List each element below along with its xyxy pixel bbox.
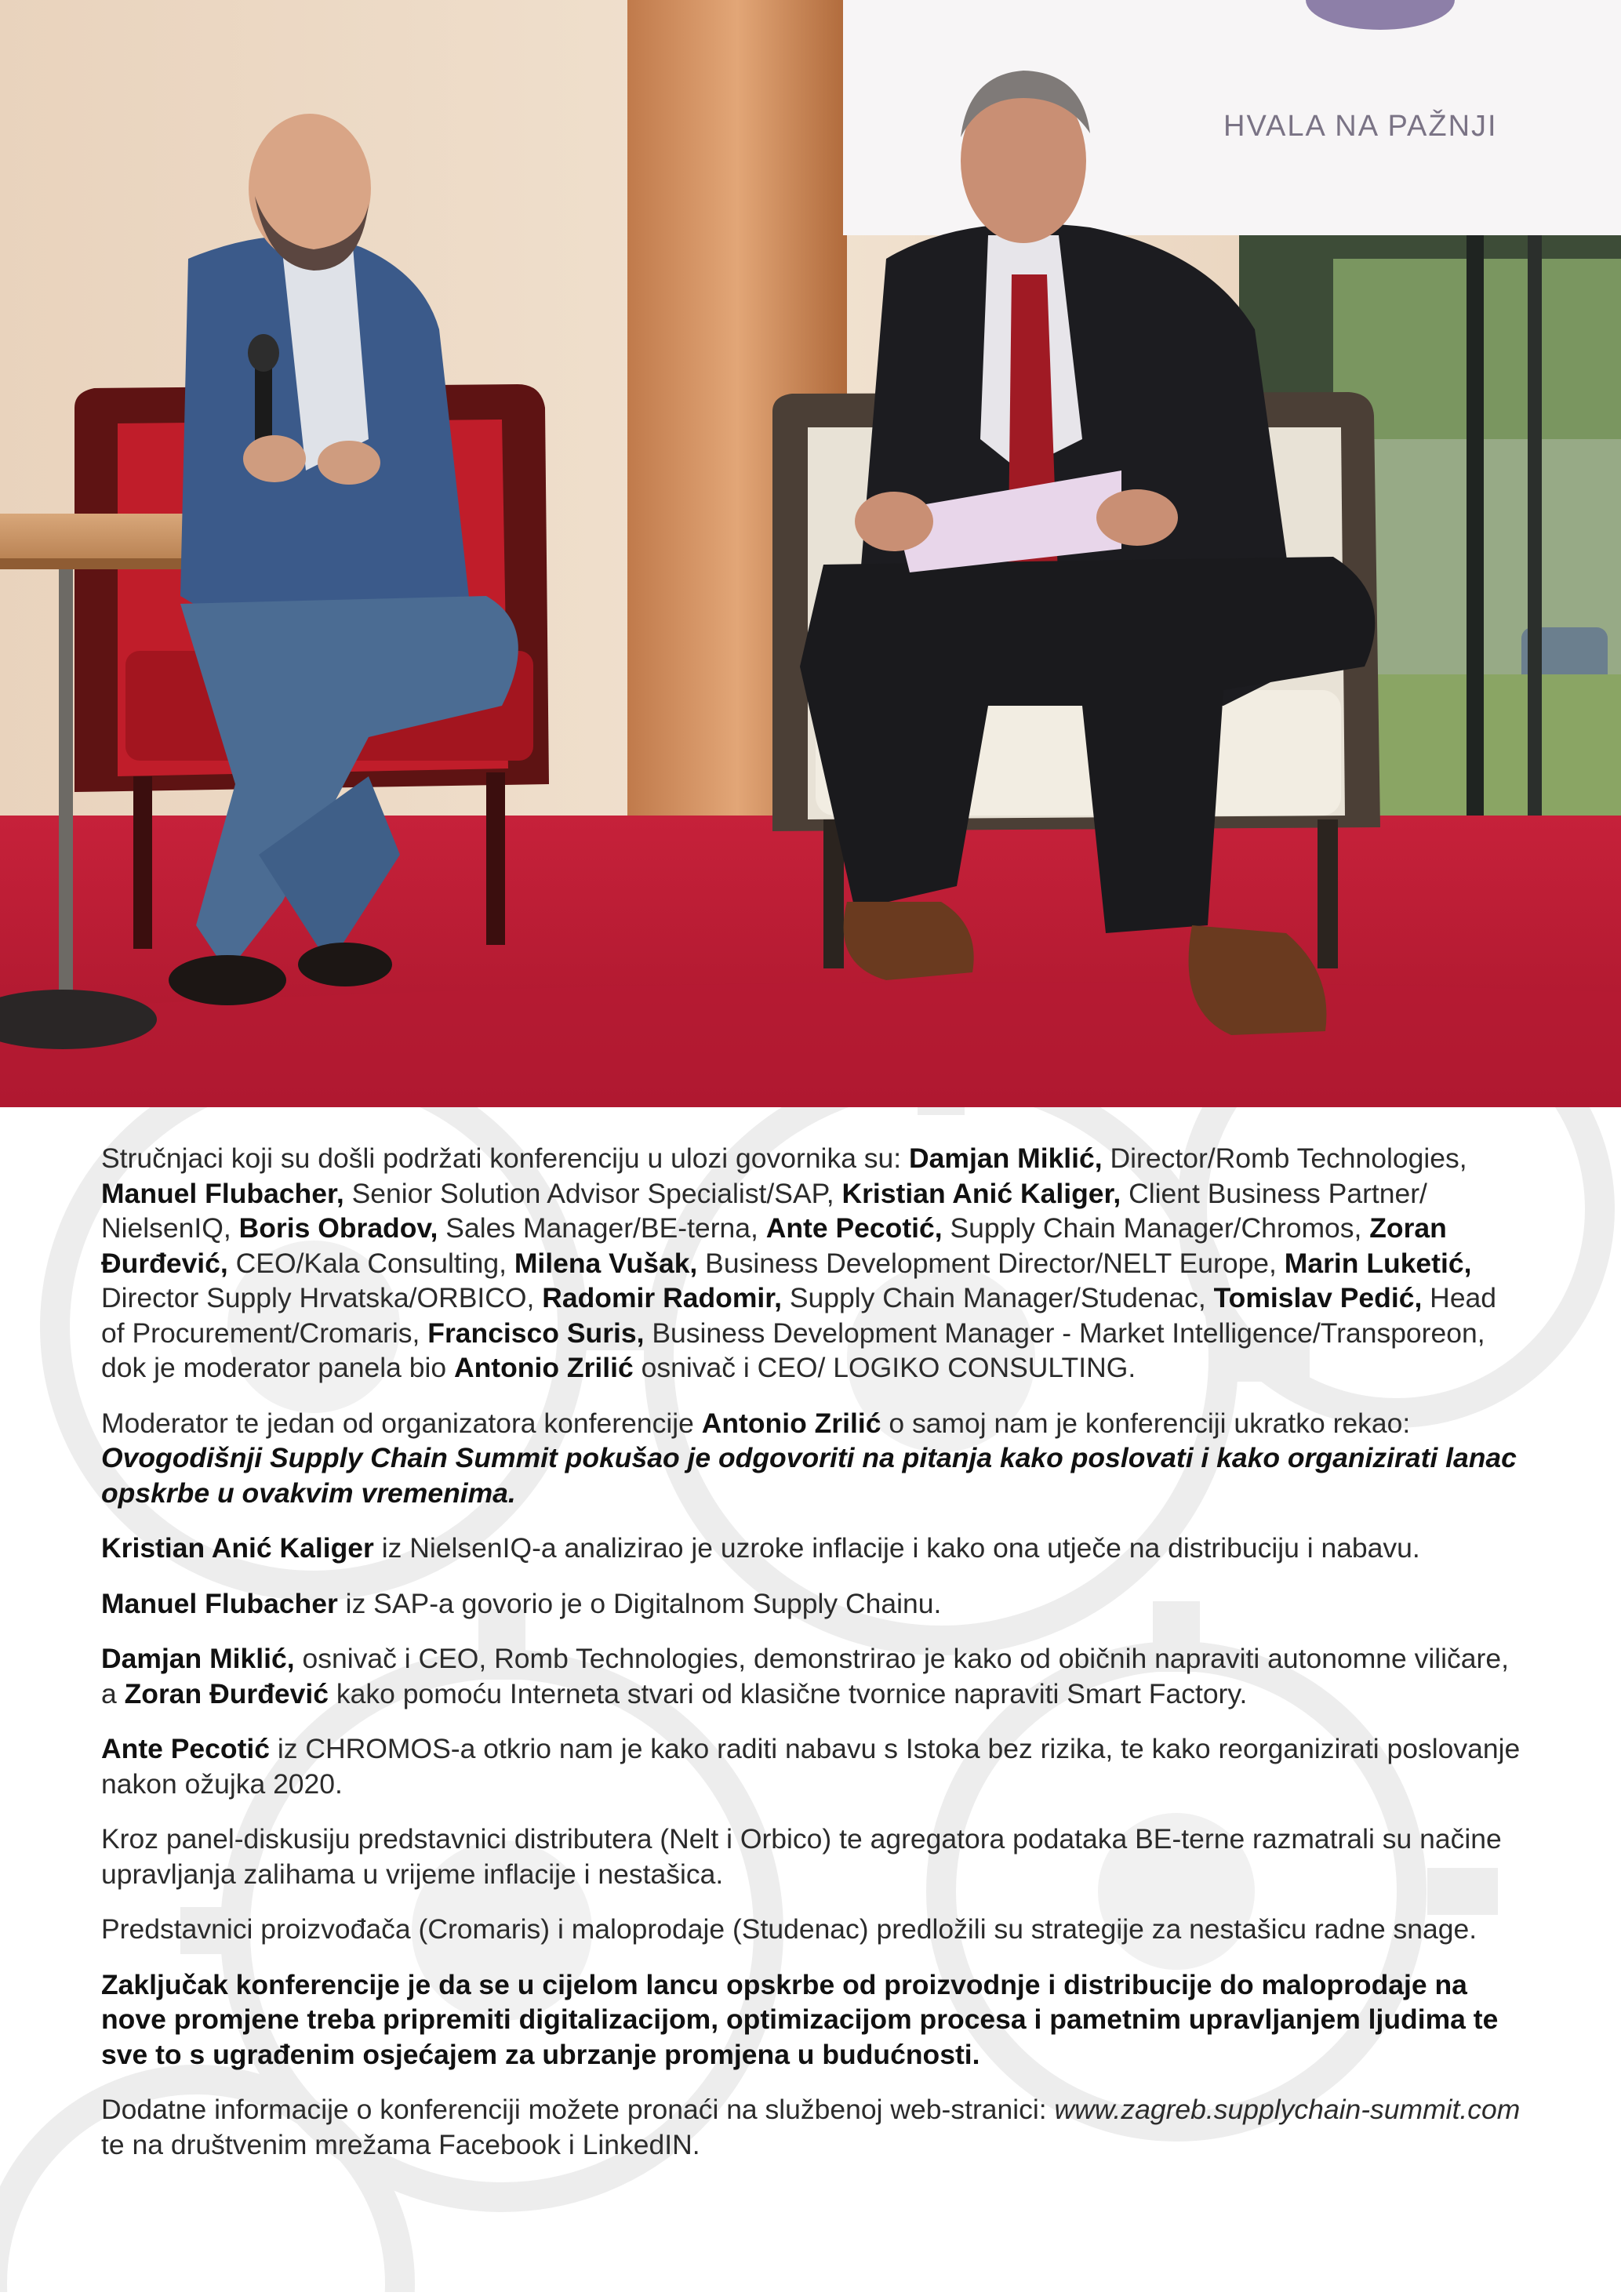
speaker-name: Zoran Đurđević,: [101, 1212, 1447, 1279]
speaker-name: Damjan Miklić,: [909, 1143, 1103, 1174]
speaker-role: Head of Procurement/Cromaris,: [101, 1282, 1497, 1349]
paragraph-text: iz CHROMOS-a otkrio nam je kako raditi nabavu s Istoka bez rizika, te kako reorganizirati poslovanje nakon ožujka 2020.: [101, 1733, 1521, 1800]
speaker-name: Radomir Radomir,: [542, 1282, 782, 1313]
conference-photo: [0, 0, 1621, 1107]
speaker-role: Supply Chain Manager/Chromos,: [942, 1212, 1370, 1244]
quote-intro-post: o samoj nam je konferenciji ukratko rekao:: [881, 1407, 1411, 1439]
speaker-name: Kristian Anić Kaliger: [101, 1532, 374, 1564]
speaker-role: Director Supply Hrvatska/ORBICO,: [101, 1282, 543, 1313]
paragraph-speakers: [101, 1141, 1521, 1386]
speaker-name: Kristian Anić Kaliger,: [841, 1177, 1121, 1209]
speaker-name: Ante Pecotić,: [765, 1212, 943, 1244]
article-body: [101, 1141, 1521, 2182]
speaker-role: Supply Chain Manager/Studenac,: [782, 1282, 1214, 1313]
moderator-name: Antonio Zrilić: [453, 1352, 634, 1383]
speaker-name: Francisco Suris,: [427, 1317, 645, 1349]
speaker-role: Senior Solution Advisor Specialist/SAP,: [343, 1177, 842, 1209]
website-link[interactable]: www.zagreb.supplychain-summit.com: [1054, 2094, 1521, 2125]
paragraph-sap: [101, 1586, 1521, 1622]
moderator-name: Antonio Zrilić: [701, 1407, 881, 1439]
paragraph-conclusion: Zaključak konferencije je da se u cijelom lancu opskrbe od proizvodnje i distribucije do maloprodaje na nove promjene treba pripremiti digitalizacijom, optimizacijom procesa i pametnim upravljanjem ljudima te sve to s ugrađenim osjećajem za ubrzanje promjena u budućnosti.: [101, 1968, 1499, 2070]
paragraph-producers: Predstavnici proizvođača (Cromaris) i maloprodaje (Studenac) predložili su strategije za nestašicu radne snage.: [101, 1913, 1477, 1945]
speaker-name: Manuel Flubacher,: [101, 1177, 344, 1209]
more-info-post: te na društvenim mrežama Facebook i LinkedIN.: [101, 2128, 700, 2160]
speaker-name: Manuel Flubacher: [101, 1587, 338, 1619]
speaker-role: Client Business Partner/ NielsenIQ,: [101, 1177, 1427, 1244]
speaker-role: Business Development Director/NELT Europe,: [697, 1247, 1285, 1279]
speaker-role: Business Development Manager - Market Intelligence/Transporeon,: [644, 1317, 1485, 1349]
speaker-name: Boris Obradov,: [238, 1212, 438, 1244]
speaker-name: Damjan Miklić,: [101, 1643, 295, 1674]
paragraph-text: osnivač i CEO, Romb Technologies, demonstrirao je kako od običnih napraviti autonomne viličare, a: [101, 1643, 1509, 1709]
speaker-role: Sales Manager/BE-terna,: [438, 1212, 766, 1244]
speaker-role: Director/Romb Technologies,: [1102, 1143, 1467, 1174]
more-info-pre: Dodatne informacije o konferenciji možete pronaći na službenoj web-stranici:: [101, 2094, 1055, 2125]
paragraph-romb: [101, 1641, 1521, 1711]
screen-caption: HVALA NA PAŽNJI: [1223, 110, 1498, 143]
speaker-name: Ante Pecotić: [101, 1733, 271, 1764]
paragraph-nielseniq: [101, 1531, 1521, 1566]
moderator-quote: Ovogodišnji Supply Chain Summit pokušao je odgovoriti na pitanja kako poslovati i kako organizirati lanac opskrbe u ovakvim vremenima.: [101, 1442, 1517, 1509]
moderator-pre: dok je moderator panela bio: [101, 1352, 454, 1383]
speakers-intro: Stručnjaci koji su došli podržati konferenciju u ulozi govornika su:: [101, 1143, 910, 1174]
paragraph-panel: Kroz panel-diskusiju predstavnici distributera (Nelt i Orbico) te agregatora podataka BE-terne razmatrali su načine upravljanja zalihama u vrijeme inflacije i nestašica.: [101, 1823, 1502, 1890]
paragraph-text: iz NielsenIQ-a analizirao je uzroke inflacije i kako ona utječe na distribuciju i nabavu.: [373, 1532, 1420, 1564]
paragraph-text: iz SAP-a govorio je o Digitalnom Supply Chainu.: [337, 1587, 942, 1619]
speaker-role: CEO/Kala Consulting,: [227, 1247, 514, 1279]
paragraph-moderator-quote: [101, 1406, 1521, 1511]
moderator-post: osnivač i CEO/ LOGIKO CONSULTING.: [633, 1352, 1136, 1383]
speaker-name: Zoran Đurđević: [124, 1677, 329, 1709]
photo-illustration: [0, 0, 1621, 1107]
paragraph-text: kako pomoću Interneta stvari od klasične tvornice napraviti Smart Factory.: [329, 1677, 1248, 1709]
speaker-name: Marin Luketić,: [1284, 1247, 1472, 1279]
quote-intro-pre: Moderator te jedan od organizatora konferencije: [101, 1407, 702, 1439]
speaker-name: Tomislav Pedić,: [1213, 1282, 1423, 1313]
paragraph-more-info: [101, 2092, 1521, 2162]
speaker-name: Milena Vušak,: [514, 1247, 698, 1279]
paragraph-chromos: [101, 1731, 1521, 1801]
